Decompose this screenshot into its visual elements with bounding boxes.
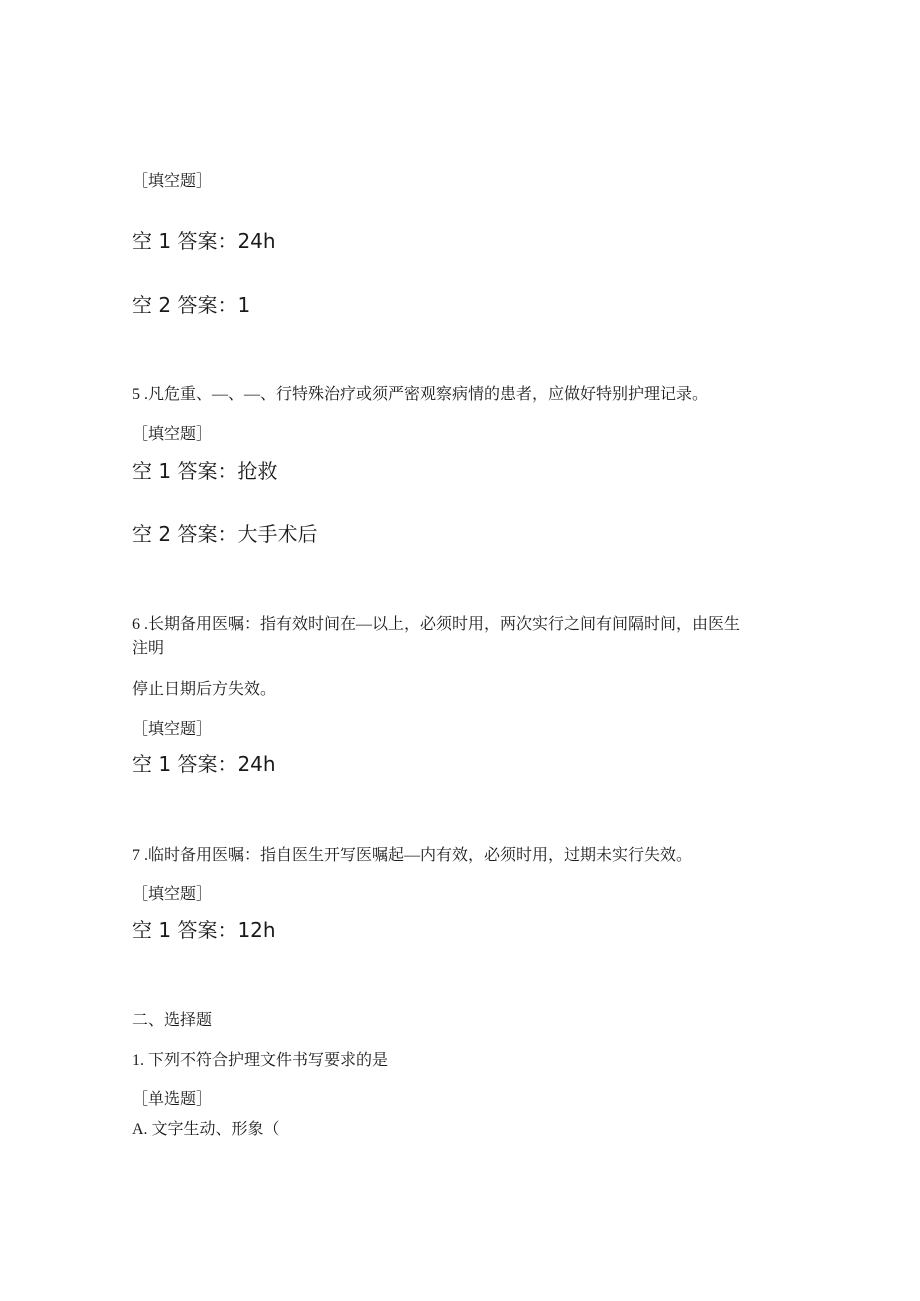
question-1: 1. 下列不符合护理文件书写要求的是 bbox=[132, 1052, 389, 1069]
question-7: 7 .临时备用医嘱：指自医生开写医嘱起—内有效，必须时用，过期未实行失效。 bbox=[132, 847, 693, 864]
question-6-continued: 注明 bbox=[132, 640, 165, 657]
answer-blank-2: 空 2 答案：1 bbox=[132, 293, 251, 317]
answer-blank-1: 空 1 答案：12h bbox=[132, 918, 276, 942]
question-6: 6 .长期备用医嘱：指有效时间在—以上，必须时用，两次实行之间有间隔时间，由医生 bbox=[132, 616, 741, 633]
question-type-tag: ［填空题］ bbox=[132, 886, 213, 903]
question-type-tag: ［填空题］ bbox=[132, 426, 213, 443]
question-type-tag: ［单选题］ bbox=[132, 1091, 213, 1108]
question-6-continued: 停止日期后方失效。 bbox=[132, 681, 277, 698]
question-5: 5 .凡危重、—、—、行特殊治疗或须严密观察病情的患者，应做好特别护理记录。 bbox=[132, 386, 709, 403]
answer-blank-1: 空 1 答案：24h bbox=[132, 752, 276, 776]
question-type-tag: ［填空题］ bbox=[132, 173, 213, 190]
question-type-tag: ［填空题］ bbox=[132, 721, 213, 738]
answer-blank-1: 空 1 答案：抢救 bbox=[132, 459, 278, 483]
answer-blank-2: 空 2 答案：大手术后 bbox=[132, 522, 318, 546]
option-a: A. 文字生动、形象（ bbox=[132, 1121, 280, 1138]
section-heading: 二、选择题 bbox=[132, 1012, 213, 1029]
answer-blank-1: 空 1 答案：24h bbox=[132, 229, 276, 253]
